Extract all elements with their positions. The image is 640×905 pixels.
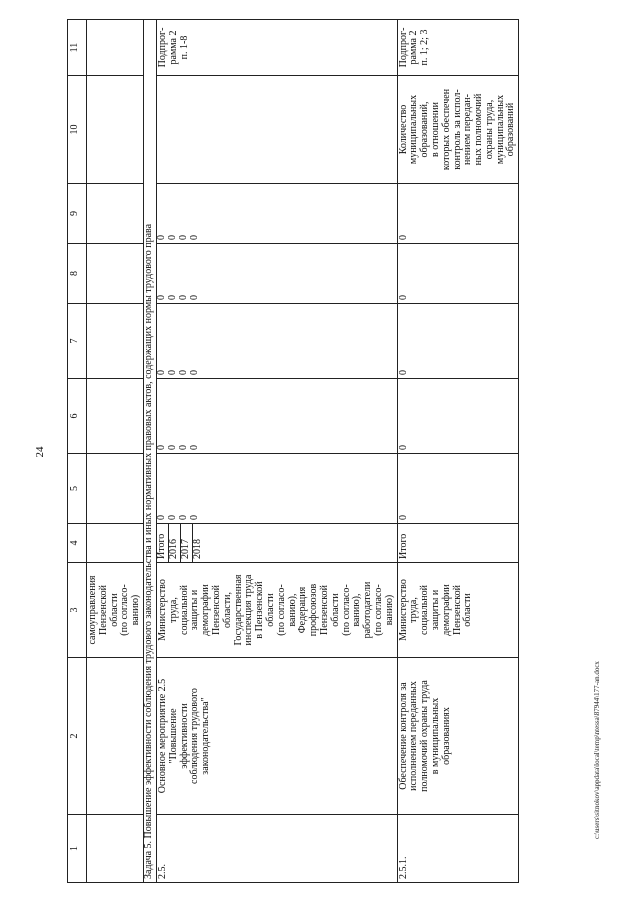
value-col-9: 0 0 0 0 bbox=[156, 184, 397, 244]
header-col-9: 9 bbox=[68, 184, 87, 244]
page-number: 24 bbox=[34, 446, 46, 458]
header-col-1: 1 bbox=[68, 815, 87, 883]
value-col-8: 0 bbox=[397, 244, 519, 304]
subprogram-ref: Подпрог- рамма 2 п. 1-8 bbox=[156, 20, 397, 76]
indicator: Количество муниципальных образований, в отношении которых обеспечен контроль за испол- нением передан- ных полномочий охраны труда, муниципальных образований bbox=[397, 76, 519, 184]
table-row bbox=[156, 20, 397, 883]
period-years: Итого 2016 2017 2018 bbox=[156, 524, 397, 563]
program-measures-table bbox=[67, 19, 519, 883]
header-col-11: 11 bbox=[68, 20, 87, 76]
executor: Министерство труда, социальной защиты и демографии Пензенской области, Государственная инспекция труда в Пензенской области (по согласо- ванию), Федерация профсоюзов Пензенской области (по согласо- ванию), работодатели (по согласо- ванию) bbox=[156, 563, 397, 658]
cont-cell-1 bbox=[87, 815, 144, 883]
value-col-7: 0 0 0 0 bbox=[156, 304, 397, 379]
cont-executor: самоуправления Пензенской области (по согласо- ванию) bbox=[87, 563, 144, 658]
header-col-4: 4 bbox=[68, 524, 87, 563]
rotated-table-container bbox=[67, 20, 577, 883]
row-number: 2.5.1. bbox=[397, 815, 519, 883]
header-col-8: 8 bbox=[68, 244, 87, 304]
cont-cell-2 bbox=[87, 658, 144, 815]
task-title: Задача 5. Повышение эффективности соблюдения трудового законодательства и иных нормативных правовых актов, содержащих нормы трудового права bbox=[143, 20, 156, 883]
task-row bbox=[143, 20, 156, 883]
subprogram-ref: Подпрог- рамма 2 п. 1; 2; 3 bbox=[397, 20, 519, 76]
value-col-5: 0 bbox=[397, 454, 519, 524]
value-col-5: 0 0 0 0 bbox=[156, 454, 397, 524]
period-years: Итого bbox=[397, 524, 519, 563]
header-col-3: 3 bbox=[68, 563, 87, 658]
header-col-7: 7 bbox=[68, 304, 87, 379]
header-col-10: 10 bbox=[68, 76, 87, 184]
table-row bbox=[397, 20, 519, 883]
executor: Министерство труда, социальной защиты и демографии Пензенской области bbox=[397, 563, 519, 658]
value-col-8: 0 0 0 0 bbox=[156, 244, 397, 304]
header-col-6: 6 bbox=[68, 379, 87, 454]
value-col-6: 0 0 0 0 bbox=[156, 379, 397, 454]
measure-name: Основное мероприятие 2.5 "Повышение эффективности соблюдения трудового законодательства" bbox=[156, 658, 397, 815]
footer-file-path: c:\users\sitnokov\appdata\local\temp\ntessa\87944\177-an.docx bbox=[593, 661, 601, 839]
continuation-row bbox=[87, 20, 144, 883]
value-col-6: 0 bbox=[397, 379, 519, 454]
header-col-5: 5 bbox=[68, 454, 87, 524]
value-col-9: 0 bbox=[397, 184, 519, 244]
measure-name: Обеспечение контроля за исполнением переданных полномочий охраны труда в муниципальных образованиях bbox=[397, 658, 519, 815]
value-col-7: 0 bbox=[397, 304, 519, 379]
header-row bbox=[68, 20, 87, 883]
indicator bbox=[156, 76, 397, 184]
header-col-2: 2 bbox=[68, 658, 87, 815]
row-number: 2.5. bbox=[156, 815, 397, 883]
